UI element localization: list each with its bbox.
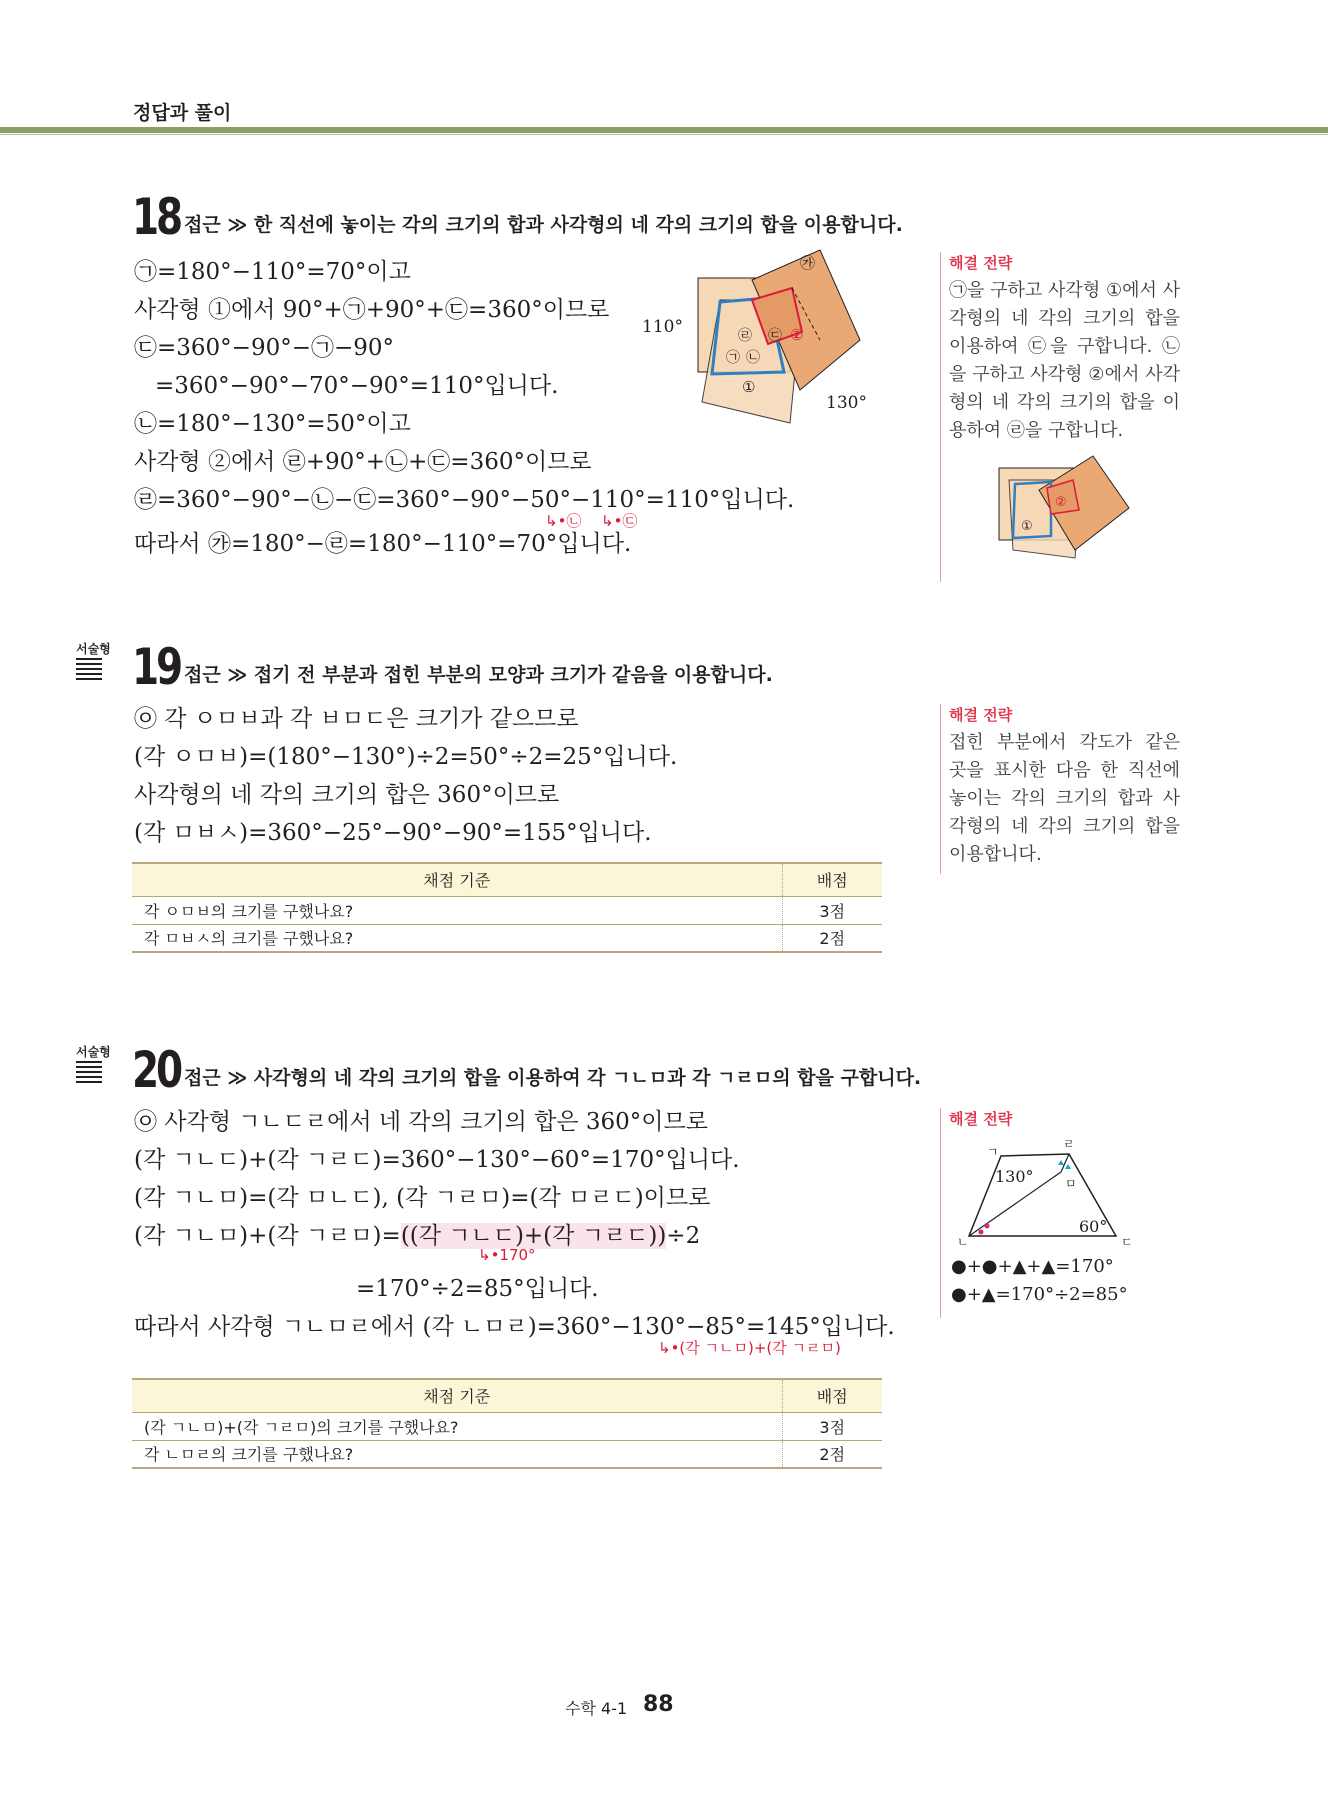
p20-line-1: ㉧ 사각형 ㄱㄴㄷㄹ에서 네 각의 크기의 합은 360°이므로 bbox=[134, 1109, 708, 1135]
p19-line-1: ㉧ 각 ㅇㅁㅂ과 각 ㅂㅁㄷ은 크기가 같으므로 bbox=[134, 706, 579, 732]
p18-line-6: 사각형 ②에서 ㉣+90°+㉡+㉢=360°이므로 bbox=[134, 449, 592, 475]
p18-strategy-box bbox=[940, 252, 1180, 582]
table-row bbox=[132, 896, 882, 924]
p18-fig-label-110: 110° bbox=[642, 317, 683, 337]
p18-fig-label-rieul: ㉣ bbox=[738, 328, 752, 344]
p18-fig-label-digeut: ㉢ bbox=[768, 328, 782, 344]
p20-points-2: 2점 bbox=[782, 1440, 882, 1468]
p20-criteria-2: 각 ㄴㅁㄹ의 크기를 구했나요? bbox=[132, 1440, 782, 1468]
p20-table-header-points: 배점 bbox=[782, 1379, 882, 1412]
p20-strategy-box bbox=[940, 1108, 1180, 1318]
p18-strategy-text: ㉠을 구하고 사각형 ①에서 사각형의 네 각의 크기의 합을 이용하여 ㉢을 구합니다. ㉡을 구하고 사각형 ②에서 사각형의 네 각의 크기의 합을 이용하여 ㉣을 구합니다. bbox=[949, 280, 1180, 441]
p19-tag: 서술형 bbox=[76, 642, 111, 656]
svg-text:ㄹ: ㄹ bbox=[1063, 1137, 1075, 1151]
p19-scoring-table bbox=[132, 862, 882, 953]
p18-note-2: ↳•㉢ bbox=[601, 512, 638, 530]
p20-table-header-criteria: 채점 기준 bbox=[132, 1379, 782, 1412]
p18-note-1: ↳•㉡ bbox=[545, 512, 582, 530]
p20-strategy-figure bbox=[951, 1136, 1151, 1246]
p20-strategy-eq2: ●+▲=170°÷2=85° bbox=[951, 1284, 1128, 1305]
header-rule bbox=[0, 127, 1328, 133]
p19-criteria-1: 각 ㅇㅁㅂ의 크기를 구했나요? bbox=[132, 896, 782, 924]
p19-strategy-box bbox=[940, 704, 1180, 874]
problem-20-approach: 접근 ≫ 사각형의 네 각의 크기의 합을 이용하여 각 ㄱㄴㅁ과 각 ㄱㄹㅁ의 합을 구합니다. bbox=[184, 1067, 922, 1089]
p20-highlight-sum: ((각 ㄱㄴㄷ)+(각 ㄱㄹㄷ)) bbox=[400, 1223, 667, 1249]
p18-fig-label-ga: ㉮ bbox=[800, 254, 816, 272]
svg-text:ㄴ: ㄴ bbox=[957, 1235, 969, 1246]
header-rule-thin bbox=[0, 134, 1328, 135]
p18-fig-label-130: 130° bbox=[826, 393, 867, 413]
p20-criteria-1: (각 ㄱㄴㅁ)+(각 ㄱㄹㅁ)의 크기를 구했나요? bbox=[132, 1412, 782, 1440]
problem-18-number: 18 bbox=[132, 188, 181, 246]
p19-line-3: 사각형의 네 각의 크기의 합은 360°이므로 bbox=[134, 782, 560, 808]
p18-strategy-title: 해결 전략 bbox=[949, 254, 1013, 272]
p18-fig-label-nieun: ㉡ bbox=[746, 350, 760, 366]
svg-text:130°: 130° bbox=[995, 1167, 1034, 1186]
p19-line-2: (각 ㅇㅁㅂ)=(180°−130°)÷2=50°÷2=25°입니다. bbox=[134, 744, 678, 770]
p19-table-header-criteria: 채점 기준 bbox=[132, 863, 782, 896]
p20-tag: 서술형 bbox=[76, 1045, 111, 1059]
p20-note-2: ↳•(각 ㄱㄴㅁ)+(각 ㄱㄹㅁ) bbox=[658, 1339, 841, 1357]
p19-points-1: 3점 bbox=[782, 896, 882, 924]
problem-20-number: 20 bbox=[132, 1041, 181, 1099]
footer-book: 수학 4-1 bbox=[565, 1699, 628, 1718]
svg-text:ㄱ: ㄱ bbox=[987, 1145, 999, 1159]
p19-strategy-title: 해결 전략 bbox=[949, 706, 1013, 724]
p18-quadrilateral-figure bbox=[640, 240, 880, 440]
problem-19-number: 19 bbox=[132, 638, 181, 696]
table-row bbox=[132, 1412, 882, 1440]
p19-strategy-text: 접힌 부분에서 각도가 같은 곳을 표시한 다음 한 직선에 놓이는 각의 크기의 합과 사각형의 네 각의 크기의 합을 이용합니다. bbox=[949, 732, 1180, 865]
p20-line-3: (각 ㄱㄴㅁ)=(각 ㅁㄴㄷ), (각 ㄱㄹㅁ)=(각 ㅁㄹㄷ)이므로 bbox=[134, 1185, 711, 1211]
table-row bbox=[132, 1440, 882, 1468]
p18-line-8: 따라서 ㉮=180°−㉣=180°−110°=70°입니다. bbox=[134, 531, 632, 557]
p18-line-2: 사각형 ①에서 90°+㉠+90°+㉢=360°이므로 bbox=[134, 297, 610, 323]
p18-line-5: ㉡=180°−130°=50°이고 bbox=[134, 411, 411, 437]
p18-line-7: ㉣=360°−90°−㉡−㉢=360°−90°−50°−110°=110°입니다. bbox=[134, 487, 795, 513]
p19-table-header-points: 배점 bbox=[782, 863, 882, 896]
p20-line-6: 따라서 사각형 ㄱㄴㅁㄹ에서 (각 ㄴㅁㄹ)=360°−130°−85°=145°입니다. bbox=[134, 1314, 895, 1340]
p20-line-4: (각 ㄱㄴㅁ)+(각 ㄱㄹㅁ)=((각 ㄱㄴㄷ)+(각 ㄱㄹㄷ))÷2 bbox=[134, 1223, 701, 1249]
p20-strategy-title: 해결 전략 bbox=[949, 1110, 1013, 1128]
p19-line-4: (각 ㅁㅂㅅ)=360°−25°−90°−90°=155°입니다. bbox=[134, 820, 652, 846]
p20-note-1: ↳•170° bbox=[478, 1246, 536, 1264]
svg-text:②: ② bbox=[1055, 495, 1067, 510]
table-row bbox=[132, 924, 882, 952]
p19-points-2: 2점 bbox=[782, 924, 882, 952]
problem-19-approach: 접근 ≫ 접기 전 부분과 접힌 부분의 모양과 크기가 같음을 이용합니다. bbox=[184, 664, 773, 686]
svg-text:ㅁ: ㅁ bbox=[1065, 1177, 1077, 1191]
p18-line-3: ㉢=360°−90°−㉠−90° bbox=[134, 335, 395, 361]
svg-text:60°: 60° bbox=[1079, 1217, 1108, 1236]
p20-points-1: 3점 bbox=[782, 1412, 882, 1440]
footer-page-number: 88 bbox=[643, 1692, 674, 1717]
p18-fig-label-2: ② bbox=[790, 326, 804, 344]
svg-text:ㄷ: ㄷ bbox=[1121, 1235, 1133, 1246]
p18-line-1: ㉠=180°−110°=70°이고 bbox=[134, 259, 411, 285]
p19-tag-lines bbox=[76, 658, 102, 683]
p18-line-4: =360°−90°−70°−90°=110°입니다. bbox=[155, 373, 559, 399]
p20-tag-lines bbox=[76, 1061, 102, 1086]
p18-strategy-figure bbox=[989, 450, 1139, 580]
page-header-title: 정답과 풀이 bbox=[133, 102, 232, 124]
problem-18-approach: 접근 ≫ 한 직선에 놓이는 각의 크기의 합과 사각형의 네 각의 크기의 합을 이용합니다. bbox=[184, 214, 903, 236]
p20-scoring-table bbox=[132, 1378, 882, 1469]
p19-criteria-2: 각 ㅁㅂㅅ의 크기를 구했나요? bbox=[132, 924, 782, 952]
p20-line-5: =170°÷2=85°입니다. bbox=[356, 1276, 599, 1302]
svg-text:①: ① bbox=[1021, 519, 1033, 534]
p20-line-2: (각 ㄱㄴㄷ)+(각 ㄱㄹㄷ)=360°−130°−60°=170°입니다. bbox=[134, 1147, 740, 1173]
p20-strategy-eq1: ●+●+▲+▲=170° bbox=[951, 1256, 1114, 1277]
p18-fig-label-giyeok: ㉠ bbox=[726, 350, 740, 366]
p18-fig-label-1: ① bbox=[742, 378, 756, 396]
